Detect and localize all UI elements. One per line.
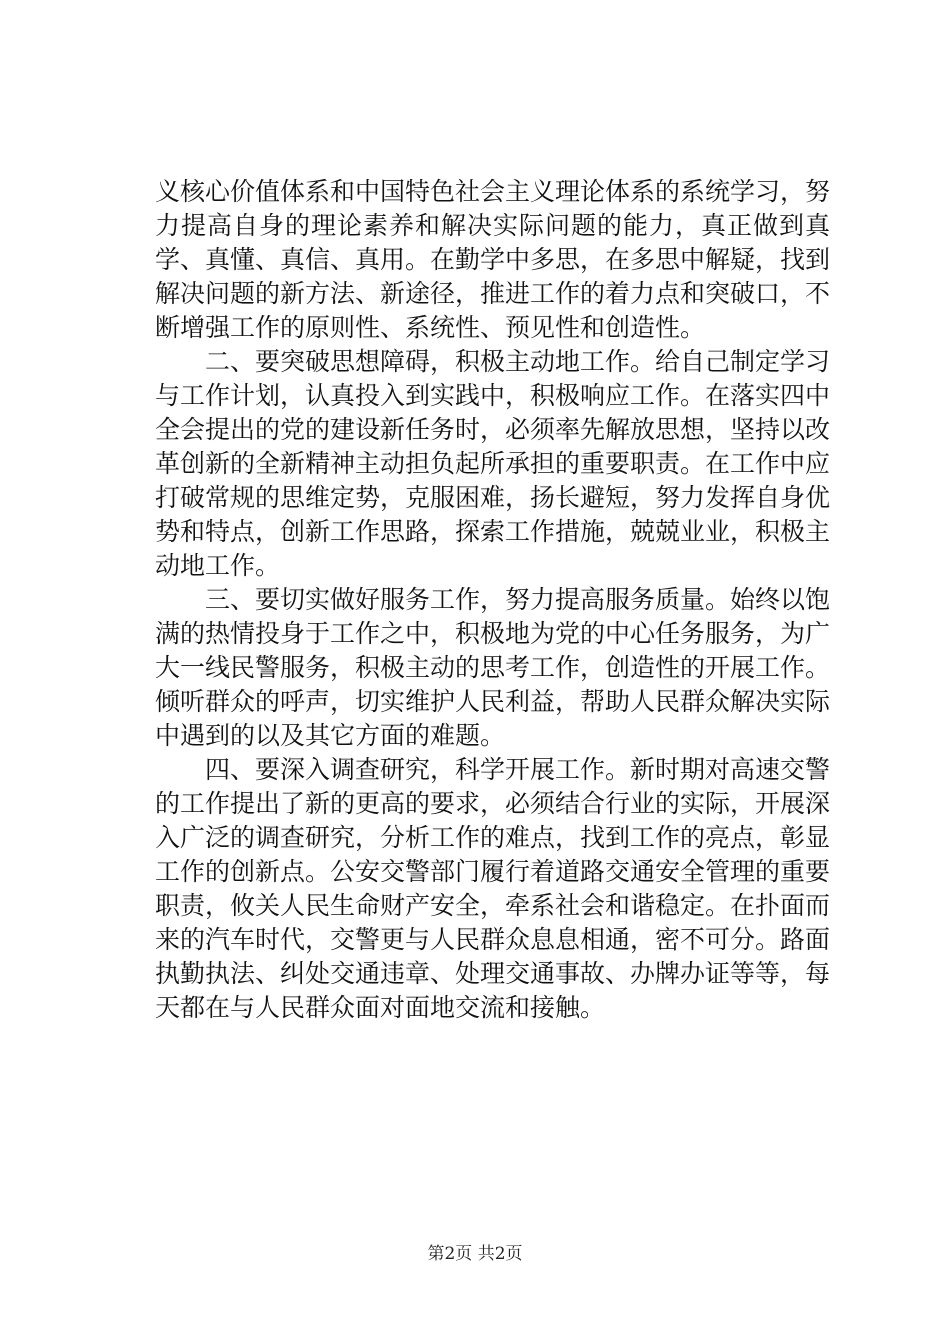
page-number-footer: 第2页 共2页 — [427, 1244, 523, 1264]
paragraph-continuation: 义核心价值体系和中国特色社会主义理论体系的系统学习，努力提高自身的理论素养和解决实际问题的能力，真正做到真学、真懂、真信、真用。在勤学中多思，在多思中解疑，找到解决问题的新方法、新途径，推进工作的着力点和突破口，不断增强工作的原则性、系统性、预见性和创造性。 — [155, 177, 831, 342]
paragraph-section-three: 三、要切实做好服务工作，努力提高服务质量。始终以饱满的热情投身于工作之中，积极地为党的中心任务服务，为广大一线民警服务，积极主动的思考工作，创造性的开展工作。倾听群众的呼声，切实维护人民利益，帮助人民群众解决实际中遇到的以及其它方面的难题。 — [155, 585, 831, 750]
document-body — [155, 175, 830, 1025]
paragraph-section-four: 四、要深入调查研究，科学开展工作。新时期对高速交警的工作提出了新的更高的要求，必须结合行业的实际，开展深入广泛的调查研究，分析工作的难点，找到工作的亮点，彰显工作的创新点。公安交警部门履行着道路交通安全管理的重要职责，攸关人民生命财产安全，牵系社会和谐稳定。在扑面而来的汽车时代，交警更与人民群众息息相通，密不可分。路面执勤执法、纠处交通违章、处理交通事故、办牌办证等等，每天都在与人民群众面对面地交流和接触。 — [155, 755, 831, 1022]
paragraph-section-two: 二、要突破思想障碍，积极主动地工作。给自己制定学习与工作计划，认真投入到实践中，积极响应工作。在落实四中全会提出的党的建设新任务时，必须率先解放思想，坚持以改革创新的全新精神主动担负起所承担的重要职责。在工作中应打破常规的思维定势，克服困难，扬长避短，努力发挥自身优势和特点，创新工作思路，探索工作措施，兢兢业业，积极主动地工作。 — [155, 347, 831, 580]
